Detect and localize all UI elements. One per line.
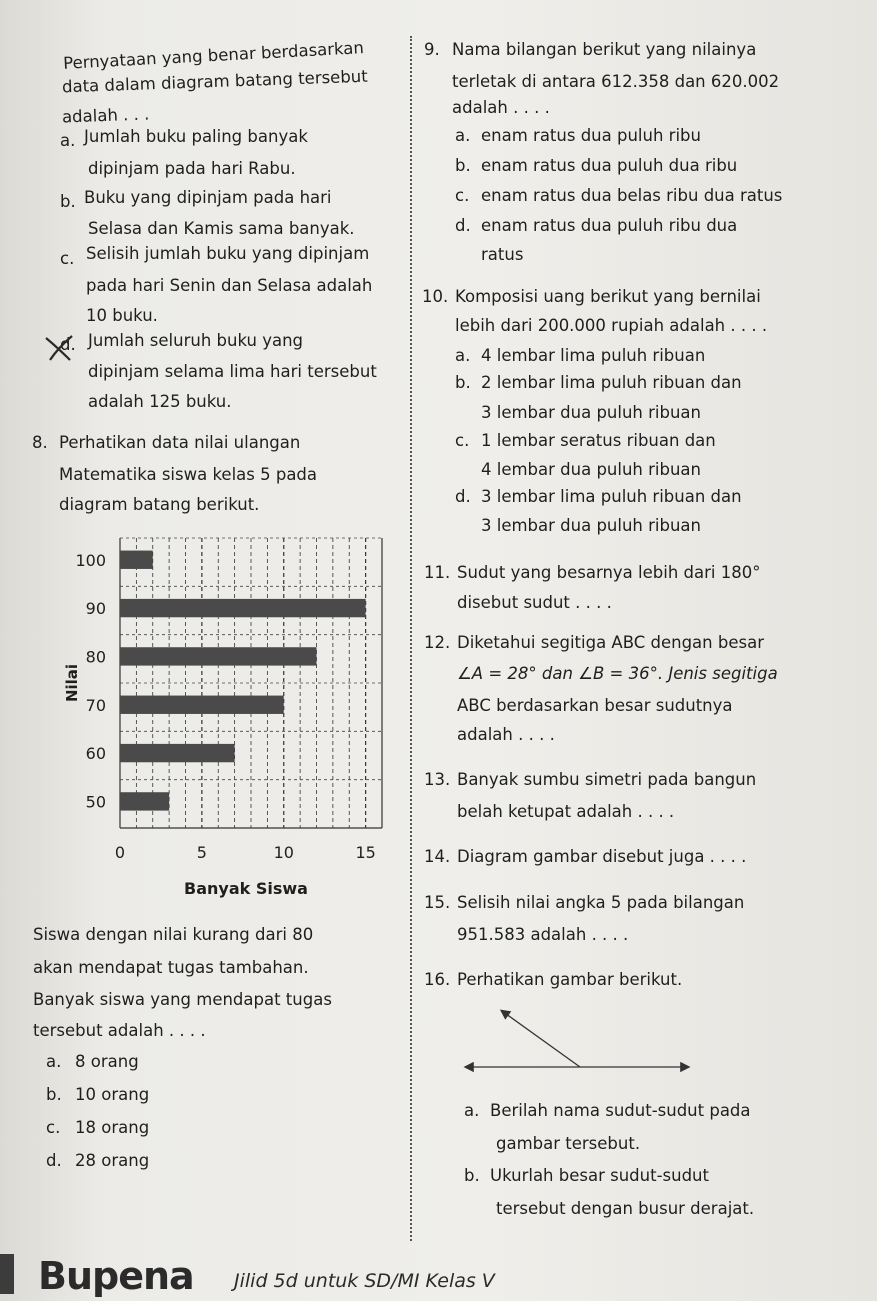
q15-number: 15. (424, 893, 451, 912)
q7-opt-d-label: d. (60, 335, 76, 354)
q7-opt-b-label: b. (60, 192, 76, 211)
q13-line-1: Banyak sumbu simetri pada bangun (457, 770, 757, 789)
q10-opt-b-text: 2 lembar lima puluh ribuan dan (481, 373, 742, 392)
q10-number: 10. (422, 287, 449, 306)
q15-line-1: Selisih nilai angka 5 pada bilangan (457, 893, 745, 912)
q7-opt-c-line2: pada hari Senin dan Selasa adalah (86, 276, 373, 295)
q10-opt-d-text: 3 lembar lima puluh ribuan dan (481, 487, 742, 506)
q16-opt-b-text: Ukurlah besar sudut-sudut (490, 1166, 709, 1185)
x-tick-5: 5 (196, 843, 207, 862)
q7-opt-a-line1: Jumlah buku paling banyak (84, 127, 308, 146)
bar-90 (120, 599, 366, 617)
q8-opt-c-label: c. (46, 1118, 61, 1137)
chart-x-axis-title: Banyak Siswa (184, 879, 308, 898)
q7-opt-c-line1: Selisih jumlah buku yang dipinjam (86, 244, 370, 263)
bar-50 (120, 792, 169, 810)
brand-logo: Bupena (38, 1254, 194, 1298)
bar-60 (120, 744, 235, 762)
x-tick-15: 15 (355, 843, 376, 862)
q10-opt-a-text: 4 lembar lima puluh ribuan (481, 346, 706, 365)
q11-line-2: disebut sudut . . . . (457, 593, 612, 612)
q8-text-3: diagram batang berikut. (59, 495, 260, 514)
q8-opt-a-text: 8 orang (75, 1052, 139, 1071)
q9-line-2: terletak di antara 612.358 dan 620.002 (452, 72, 780, 91)
q16-number: 16. (424, 970, 451, 989)
q16-line-1: Perhatikan gambar berikut. (457, 970, 683, 989)
q7-opt-c-label: c. (60, 249, 75, 268)
footer-subtitle: Jilid 5d untuk SD/MI Kelas V (234, 1270, 495, 1292)
q8-text-2: Matematika siswa kelas 5 pada (59, 465, 318, 484)
q9-number: 9. (424, 40, 440, 59)
q9-line-3: adalah . . . . (452, 98, 550, 117)
chart-x-tick-labels (115, 843, 376, 862)
q9-opt-d-text: enam ratus dua puluh ribu dua (481, 216, 738, 235)
q10-opt-a-label: a. (455, 346, 471, 365)
q9-opt-d-label: d. (455, 216, 471, 235)
q15-line-2: 951.583 adalah . . . . (457, 925, 629, 944)
chart-y-axis-title: Nilai (63, 663, 81, 703)
q9-opt-b-label: b. (455, 156, 471, 175)
q12-line-4: adalah . . . . (457, 725, 555, 744)
q7-opt-d-line3: adalah 125 buku. (88, 392, 232, 411)
chart-grid (120, 538, 382, 828)
y-tick-60: 60 (85, 744, 106, 764)
q9-opt-a-text: enam ratus dua puluh ribu (481, 126, 701, 145)
q8-after-4: tersebut adalah . . . . (33, 1021, 206, 1040)
q8-opt-b-text: 10 orang (75, 1085, 150, 1104)
q9-opt-a-label: a. (455, 126, 471, 145)
q7-opt-a-line2: dipinjam pada hari Rabu. (88, 159, 296, 178)
q10-line-1: Komposisi uang berikut yang bernilai (455, 287, 761, 306)
q10-opt-b-text-2: 3 lembar dua puluh ribuan (481, 403, 701, 422)
q8-after-3: Banyak siswa yang mendapat tugas (33, 990, 332, 1009)
q9-opt-b-text: enam ratus dua puluh dua ribu (481, 156, 738, 175)
q16-opt-b-label: b. (464, 1166, 480, 1185)
q10-opt-c-label: c. (455, 431, 470, 450)
logo-mark (0, 1254, 14, 1294)
q13-line-2: belah ketupat adalah . . . . (457, 802, 675, 821)
q7-opt-c-line3: 10 buku. (86, 306, 158, 325)
q9-line-1: Nama bilangan berikut yang nilainya (452, 40, 757, 59)
q10-opt-c-text: 1 lembar seratus ribuan dan (481, 431, 716, 450)
q7-opt-d-line2: dipinjam selama lima hari tersebut (88, 362, 377, 381)
q16-opt-a-label: a. (464, 1101, 480, 1120)
q8-opt-c-text: 18 orang (75, 1118, 150, 1137)
footer (0, 1248, 877, 1301)
bar-80 (120, 647, 317, 665)
q7-opt-a-label: a. (60, 131, 76, 150)
y-tick-100: 100 (75, 550, 106, 570)
y-tick-80: 80 (85, 647, 106, 667)
y-tick-50: 50 (85, 792, 106, 812)
q12-line-3: ABC berdasarkan besar sudutnya (457, 696, 733, 715)
column-divider (410, 36, 412, 1241)
y-tick-90: 90 (85, 599, 106, 619)
q14-number: 14. (424, 847, 451, 866)
intro-line-1: Pernyataan yang benar berdasarkan (62, 38, 365, 73)
q16-opt-a-text-2: gambar tersebut. (496, 1134, 641, 1153)
q12-line-1: Diketahui segitiga ABC dengan besar (457, 633, 764, 652)
q9-opt-d-text-2: ratus (481, 245, 524, 264)
q10-opt-d-text-2: 3 lembar dua puluh ribuan (481, 516, 701, 535)
q10-opt-d-label: d. (455, 487, 471, 506)
q16-opt-b-text-2: tersebut dengan busur derajat. (496, 1199, 755, 1218)
q12-line-2: ∠A = 28° dan ∠B = 36°. Jenis segitiga (457, 664, 778, 683)
q9-opt-c-text: enam ratus dua belas ribu dua ratus (481, 186, 783, 205)
bar-chart (30, 530, 410, 910)
q10-opt-b-label: b. (455, 373, 471, 392)
x-tick-10: 10 (273, 843, 294, 862)
q9-opt-c-label: c. (455, 186, 470, 205)
q14-line-1: Diagram gambar disebut juga . . . . (457, 847, 747, 866)
q10-opt-c-text-2: 4 lembar dua puluh ribuan (481, 460, 701, 479)
q8-opt-d-label: d. (46, 1151, 62, 1170)
q8-after-1: Siswa dengan nilai kurang dari 80 (33, 925, 314, 944)
angle-figure (460, 1005, 700, 1085)
intro-line-3: adalah . . . (61, 104, 150, 127)
q8-opt-a-label: a. (46, 1052, 62, 1071)
ray-diagonal (502, 1011, 580, 1067)
q13-number: 13. (424, 770, 451, 789)
chart-bars (120, 551, 366, 811)
q8-opt-d-text: 28 orang (75, 1151, 150, 1170)
q8-text-1: Perhatikan data nilai ulangan (59, 433, 301, 452)
handwritten-mark-icon (40, 330, 80, 366)
q7-opt-b-line2: Selasa dan Kamis sama banyak. (88, 219, 355, 238)
q11-number: 11. (424, 563, 451, 582)
y-tick-70: 70 (85, 695, 106, 715)
q7-opt-d-line1: Jumlah seluruh buku yang (88, 331, 304, 350)
q12-number: 12. (424, 633, 451, 652)
q7-opt-b-line1: Buku yang dipinjam pada hari (84, 188, 332, 207)
q16-opt-a-text: Berilah nama sudut-sudut pada (490, 1101, 751, 1120)
q10-line-2: lebih dari 200.000 rupiah adalah . . . . (455, 316, 768, 335)
x-tick-0: 0 (114, 843, 126, 862)
q8-opt-b-label: b. (46, 1085, 62, 1104)
q11-line-1: Sudut yang besarnya lebih dari 180° (457, 563, 761, 582)
q8-number: 8. (32, 433, 48, 452)
bar-70 (120, 696, 284, 714)
q8-after-2: akan mendapat tugas tambahan. (33, 958, 309, 977)
intro-line-2: data dalam diagram batang tersebut (61, 66, 368, 97)
bar-100 (120, 551, 153, 569)
